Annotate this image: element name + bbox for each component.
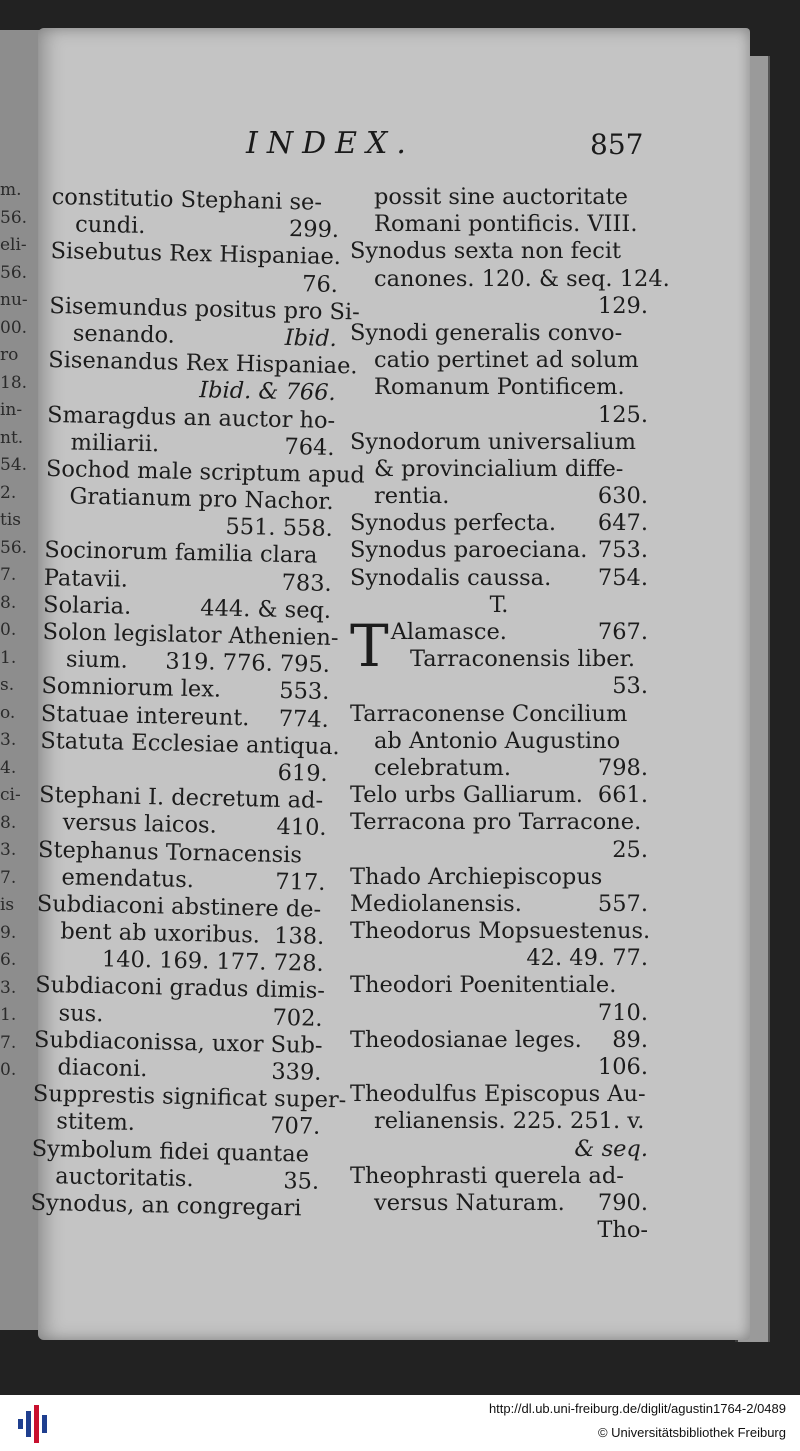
copyright-notice: © Universitätsbibliothek Freiburg [597, 1425, 786, 1440]
margin-fragment: nu- [0, 290, 28, 310]
margin-fragment: ci- [0, 785, 21, 805]
index-line: Statuae intereunt. 774. [40, 700, 330, 733]
index-line: 25. [612, 836, 648, 863]
index-line: Synodus paroeciana. 753. [350, 537, 648, 564]
index-line: 551. 558. [225, 513, 334, 543]
index-line: Statuta Ecclesiae antiqua. [40, 727, 340, 760]
index-line: 125. [597, 401, 648, 428]
index-line: ab Antonio Augustino [374, 727, 621, 754]
index-line: & seq. [574, 1135, 648, 1162]
margin-fragment: 7. [0, 565, 17, 585]
index-line: Supprestis significat super- [32, 1080, 347, 1114]
page-number: 857 [590, 128, 644, 161]
index-line: possit sine auctoritate [374, 184, 628, 210]
index-line: Theodorus Mopsuestenus. [350, 918, 651, 945]
margin-fragment: 6. [0, 950, 17, 970]
index-line: cundi. 299. [74, 211, 340, 244]
margin-fragment: 56. [0, 262, 28, 283]
index-line: Romanum Pontificem. [374, 374, 625, 401]
index-line: Socinorum familia clara [44, 537, 318, 570]
index-line: 140. 169. 177. 728. [101, 946, 324, 978]
index-line: Theodulfus Episcopus Au- [350, 1081, 646, 1108]
index-line: 53. [612, 673, 648, 700]
index-line: constitutio Stephani se- [51, 184, 323, 216]
margin-fragment: eli- [0, 235, 27, 255]
index-line: 76. [301, 270, 339, 298]
index-line: Solaria. 444. & seq. [42, 591, 332, 624]
index-line: emendatus. 717. [61, 864, 326, 896]
index-column-left [30, 184, 366, 1223]
index-line: Somniorum lex. 553. [41, 673, 330, 706]
index-line: Subdiaconi gradus dimis- [34, 972, 326, 1005]
index-line: Tarraconense Concilium [350, 700, 628, 727]
library-logo-icon [14, 1403, 54, 1443]
margin-fragment: 3. [0, 840, 17, 860]
margin-fragment: 00. [0, 317, 28, 338]
margin-fragment: 4. [0, 757, 17, 778]
index-column-right [350, 184, 670, 1244]
index-line: Sisenandus Rex Hispaniae. [48, 347, 358, 380]
page-title: INDEX. [246, 126, 415, 161]
index-line: 619. [277, 759, 328, 787]
index-line: sus. 702. [58, 999, 323, 1032]
margin-fragment: 56. [0, 207, 28, 228]
index-line: relianensis. 225. 251. v. [374, 1108, 645, 1135]
index-line: Sisemundus positus pro Si- [49, 292, 361, 326]
index-line: Tarraconensis liber. [410, 646, 636, 673]
index-line: Romani pontificis. VIII. [374, 211, 638, 238]
margin-fragment: 3. [0, 730, 17, 750]
margin-fragment: ro [0, 345, 19, 365]
viewer-footer [0, 1395, 800, 1451]
margin-fragment: 54. [0, 455, 28, 475]
index-line: Synodus, an congregari [30, 1189, 302, 1222]
index-line: Ibid. & 766. [198, 377, 336, 407]
margin-fragment: 8. [0, 592, 17, 613]
margin-fragment: 7. [0, 1032, 17, 1053]
index-line: Terracona pro Tarracone. [350, 809, 642, 836]
index-line: Synodorum universalium [350, 428, 636, 455]
drop-cap: T [350, 612, 389, 680]
index-line: Theodosianae leges. 89. [350, 1026, 648, 1053]
index-line: Theophrasti querela ad- [350, 1162, 624, 1189]
margin-fragment: tis [0, 510, 21, 530]
index-line: Sisebutus Rex Hispaniae. [50, 238, 342, 271]
catchword: Tho- [597, 1217, 648, 1244]
index-line: bent ab uxoribus. 138. [60, 918, 325, 950]
index-line: Solon legislator Athenien- [42, 618, 339, 652]
index-line: & provincialium diffe- [374, 455, 624, 482]
index-line: Telo urbs Galliarum. 661. [350, 782, 648, 809]
index-line: Synodus perfecta. 647. [350, 510, 648, 537]
index-line: Theodori Poenitentiale. [350, 972, 617, 999]
index-line: auctoritatis. 35. [54, 1163, 320, 1195]
index-line: Stephanus Tornacensis [37, 836, 303, 868]
margin-fragment: 1. [0, 647, 17, 668]
index-line: Mediolanensis. 557. [350, 890, 648, 917]
margin-fragment: is [0, 895, 15, 915]
margin-fragment: m. [0, 180, 22, 200]
margin-fragment: 3. [0, 977, 17, 998]
margin-fragment: 1. [0, 1005, 17, 1025]
index-line: 106. [597, 1054, 648, 1080]
margin-fragment: 2. [0, 482, 17, 503]
index-line: sium. 319. 776. 795. [65, 646, 331, 679]
index-line: 129. [597, 292, 648, 319]
index-line: versus Naturam. 790. [374, 1189, 648, 1216]
index-line: Patavii. 783. [43, 564, 332, 597]
section-letter: T. [489, 591, 509, 618]
margin-fragment: 8. [0, 812, 17, 833]
index-line: rentia. 630. [374, 483, 648, 510]
index-line: celebratum. 798. [374, 754, 648, 781]
margin-fragment: in- [0, 400, 23, 420]
index-line: 710. [597, 999, 648, 1026]
margin-fragment: s. [0, 675, 15, 695]
index-line: catio pertinet ad solum [374, 347, 639, 374]
index-line: Thado Archiepiscopus [350, 863, 603, 890]
index-line: 42. 49. 77. [526, 945, 648, 972]
permalink[interactable]: http://dl.ub.uni-freiburg.de/diglit/agustin1764-2/0489 [488, 1401, 786, 1416]
margin-fragment: 56. [0, 537, 28, 558]
index-line: diaconi. 339. [57, 1054, 322, 1086]
index-line: Synodus sexta non fecit [350, 238, 622, 265]
index-line: Stephani I. decretum ad- [38, 781, 324, 814]
margin-fragment: 0. [0, 1060, 17, 1080]
margin-fragment: 9. [0, 922, 17, 943]
index-line: T Alamasce. 767. [350, 612, 648, 680]
index-line: Synodalis caussa. 754. [350, 564, 648, 591]
index-line: Gratianum pro Nachor. [69, 483, 334, 516]
index-line: Symbolum fidei quantae [31, 1135, 310, 1168]
index-line: Sochod male scriptum apud [45, 455, 366, 489]
index-line: Synodi generalis convo- [350, 319, 623, 346]
index-line: versus laicos. 410. [62, 809, 327, 842]
index-line: Subdiaconi abstinere de- [36, 890, 322, 923]
index-line: miliarii. 764. [70, 429, 335, 461]
margin-fragment: 7. [0, 867, 17, 888]
index-line: Smaragdus an auctor ho- [46, 401, 336, 434]
index-line: stitem. 707. [56, 1108, 321, 1141]
margin-fragment: 18. [0, 372, 28, 393]
margin-fragment: o. [0, 702, 16, 723]
index-line: canones. 120. & seq. 124. [374, 265, 670, 292]
index-line: senando. Ibid. [72, 320, 338, 352]
margin-fragment: 0. [0, 620, 17, 640]
index-line: Subdiaconissa, uxor Sub- [33, 1026, 323, 1059]
margin-fragment: nt. [0, 427, 24, 448]
